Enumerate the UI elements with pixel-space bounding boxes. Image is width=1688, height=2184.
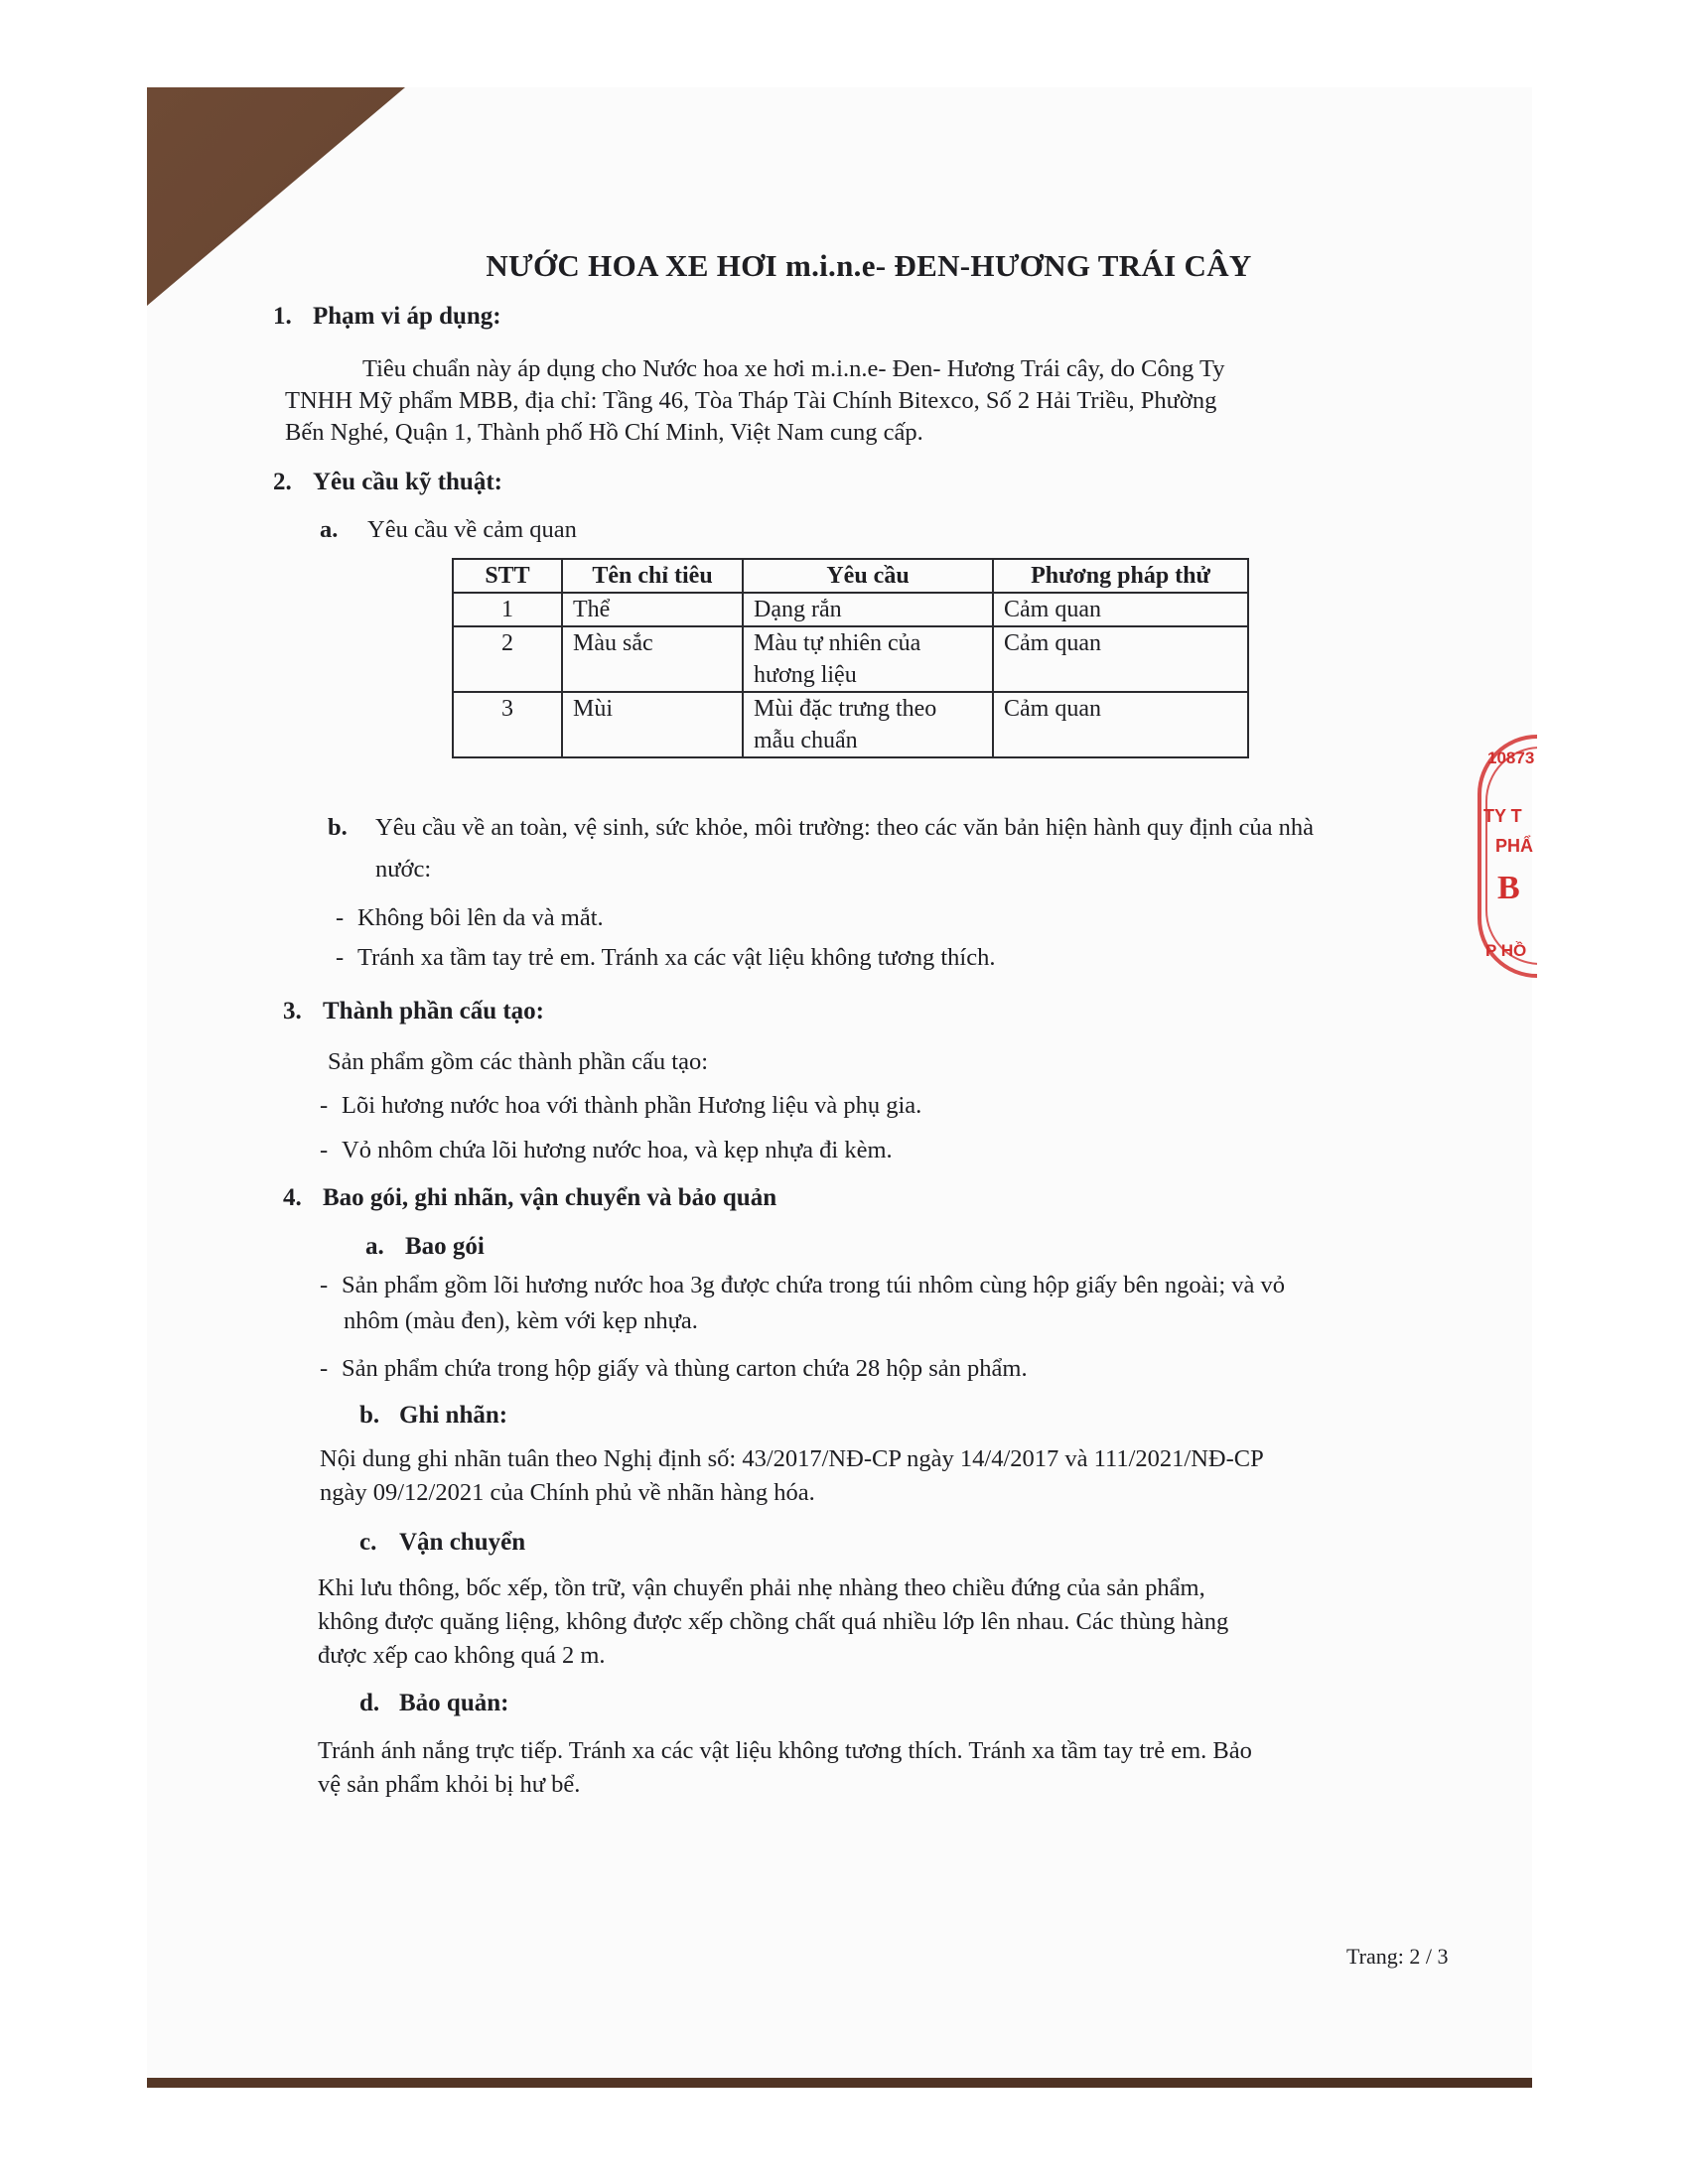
bullet-dash: - — [336, 904, 345, 931]
stamp-text: PHẨ — [1495, 836, 1534, 856]
stamp-text: B — [1497, 870, 1520, 906]
section-4a-bullet-1-line-1: Sản phẩm gồm lõi hương nước hoa 3g được chứa trong túi nhôm cùng hộp giấy bên ngoài; và vỏ — [342, 1272, 1286, 1298]
section-3-bullet — [320, 1087, 921, 1125]
stamp-text: 10873 — [1487, 749, 1535, 767]
stamp-text: P HỒ — [1485, 941, 1527, 960]
table-cell-requirement: Dạng rắn — [743, 593, 993, 626]
section-4-heading — [283, 1184, 776, 1212]
stamp-text: TY T — [1483, 806, 1522, 826]
table-cell-test-method: Cảm quan — [993, 626, 1248, 692]
table-header-test-method: Phương pháp thử — [993, 559, 1248, 593]
table-cell-test-method: Cảm quan — [993, 593, 1248, 626]
section-2-heading — [273, 469, 502, 496]
section-1-line-2: TNHH Mỹ phẩm MBB, địa chỉ: Tầng 46, Tòa Tháp Tài Chính Bitexco, Số 2 Hải Triều, Phường — [285, 387, 1217, 414]
section-4d-line-2: vệ sản phẩm khỏi bị hư bể. — [318, 1771, 581, 1798]
section-4c-line-1: Khi lưu thông, bốc xếp, tồn trữ, vận chuyển phải nhẹ nhàng theo chiều đứng của sản phẩm, — [318, 1574, 1205, 1601]
bullet-dash: - — [320, 1137, 329, 1163]
section-3-number: 3. — [283, 998, 302, 1024]
section-4a-bullet — [320, 1267, 1285, 1304]
bullet-dash: - — [320, 1272, 329, 1298]
table-row — [453, 593, 1248, 626]
section-4b-letter: b. — [359, 1402, 380, 1429]
section-4a-bullet-2: Sản phẩm chứa trong hộp giấy và thùng carton chứa 28 hộp sản phẩm. — [342, 1355, 1028, 1382]
section-4a-letter: a. — [365, 1233, 384, 1260]
section-4d-letter: d. — [359, 1690, 380, 1716]
section-4b-heading — [359, 1402, 507, 1430]
section-4-title: Bao gói, ghi nhãn, vận chuyển và bảo quản — [323, 1184, 777, 1211]
table-header-stt: STT — [453, 559, 562, 593]
table-cell-stt: 2 — [453, 626, 562, 692]
bullet-dash: - — [320, 1355, 329, 1382]
table-header-row — [453, 559, 1248, 593]
company-stamp — [1477, 735, 1537, 983]
section-4a-bullet-1-line-2: nhôm (màu đen), kèm với kẹp nhựa. — [344, 1307, 698, 1334]
section-3-title: Thành phần cấu tạo: — [323, 998, 544, 1024]
section-4c-heading — [359, 1529, 525, 1557]
table-cell-stt: 3 — [453, 692, 562, 757]
section-1-heading — [273, 303, 501, 331]
table-cell-criterion: Thể — [562, 593, 743, 626]
section-2a-text: Yêu cầu về cảm quan — [367, 516, 577, 543]
section-2-bullet — [336, 939, 995, 977]
section-2-bullet-text: Tránh xa tầm tay trẻ em. Tránh xa các vật liệu không tương thích. — [357, 944, 996, 971]
bullet-dash: - — [320, 1092, 329, 1119]
section-1-number: 1. — [273, 303, 292, 330]
section-1-line-3: Bến Nghé, Quận 1, Thành phố Hồ Chí Minh, Việt Nam cung cấp. — [285, 419, 923, 446]
section-3-heading — [283, 998, 544, 1025]
section-4b-title: Ghi nhãn: — [399, 1402, 508, 1429]
section-4d-line-1: Tránh ánh nắng trực tiếp. Tránh xa các vật liệu không tương thích. Tránh xa tầm tay trẻ em. Bảo — [318, 1737, 1252, 1764]
section-4-number: 4. — [283, 1184, 302, 1211]
section-2-title: Yêu cầu kỹ thuật: — [313, 469, 502, 495]
section-1-line-1: Tiêu chuẩn này áp dụng cho Nước hoa xe hơi m.i.n.e- Đen- Hương Trái cây, do Công Ty — [362, 355, 1225, 382]
section-4b-line-1: Nội dung ghi nhãn tuân theo Nghị định số: 43/2017/NĐ-CP ngày 14/4/2017 và 111/2021/NĐ-CP — [320, 1445, 1264, 1472]
section-2b-letter: b. — [328, 814, 348, 841]
section-2a-letter: a. — [320, 516, 339, 543]
section-3-bullet — [320, 1132, 893, 1169]
section-3-intro: Sản phẩm gồm các thành phần cấu tạo: — [328, 1048, 709, 1075]
table-cell-test-method: Cảm quan — [993, 692, 1248, 757]
section-4c-letter: c. — [359, 1529, 377, 1556]
section-4a-bullet — [320, 1350, 1028, 1388]
section-4c-line-2: không được quăng liệng, không được xếp chồng chất quá nhiều lớp lên nhau. Các thùng hàng — [318, 1608, 1229, 1635]
section-2b — [328, 814, 1314, 842]
section-2b-line-1: Yêu cầu về an toàn, vệ sinh, sức khỏe, môi trường: theo các văn bản hiện hành quy định của nhà — [375, 814, 1315, 841]
table-cell-requirement: Mùi đặc trưng theo mẫu chuẩn — [743, 692, 993, 757]
section-4d-title: Bảo quản: — [399, 1690, 509, 1716]
table-row — [453, 626, 1248, 692]
table-cell-criterion: Mùi — [562, 692, 743, 757]
section-4a-title: Bao gói — [405, 1233, 485, 1260]
section-2a — [320, 516, 577, 544]
section-4c-title: Vận chuyển — [399, 1529, 526, 1556]
section-3-bullet-text: Lõi hương nước hoa với thành phần Hương liệu và phụ gia. — [342, 1092, 922, 1119]
page-number: Trang: 2 / 3 — [1346, 1944, 1449, 1969]
section-2b-line-2: nước: — [375, 856, 432, 883]
bullet-dash: - — [336, 944, 345, 971]
table-cell-requirement: Màu tự nhiên của hương liệu — [743, 626, 993, 692]
section-2-bullet — [336, 899, 604, 937]
table-cell-stt: 1 — [453, 593, 562, 626]
table-header-requirement: Yêu cầu — [743, 559, 993, 593]
section-4a-heading — [365, 1233, 485, 1261]
section-4c-line-3: được xếp cao không quá 2 m. — [318, 1642, 606, 1669]
section-4d-heading — [359, 1690, 508, 1717]
table-header-criterion: Tên chỉ tiêu — [562, 559, 743, 593]
section-2-bullet-text: Không bôi lên da và mắt. — [357, 904, 604, 931]
section-1-title: Phạm vi áp dụng: — [313, 303, 501, 330]
table-row — [453, 692, 1248, 757]
table-cell-criterion: Màu sắc — [562, 626, 743, 692]
section-2-number: 2. — [273, 469, 292, 495]
sensory-requirements-table — [452, 558, 1249, 758]
section-3-bullet-text: Vỏ nhôm chứa lõi hương nước hoa, và kẹp nhựa đi kèm. — [342, 1137, 893, 1163]
document-title: NƯỚC HOA XE HƠI m.i.n.e- ĐEN-HƯƠNG TRÁI CÂY — [486, 248, 1252, 283]
section-4b-line-2: ngày 09/12/2021 của Chính phủ về nhãn hàng hóa. — [320, 1479, 815, 1506]
